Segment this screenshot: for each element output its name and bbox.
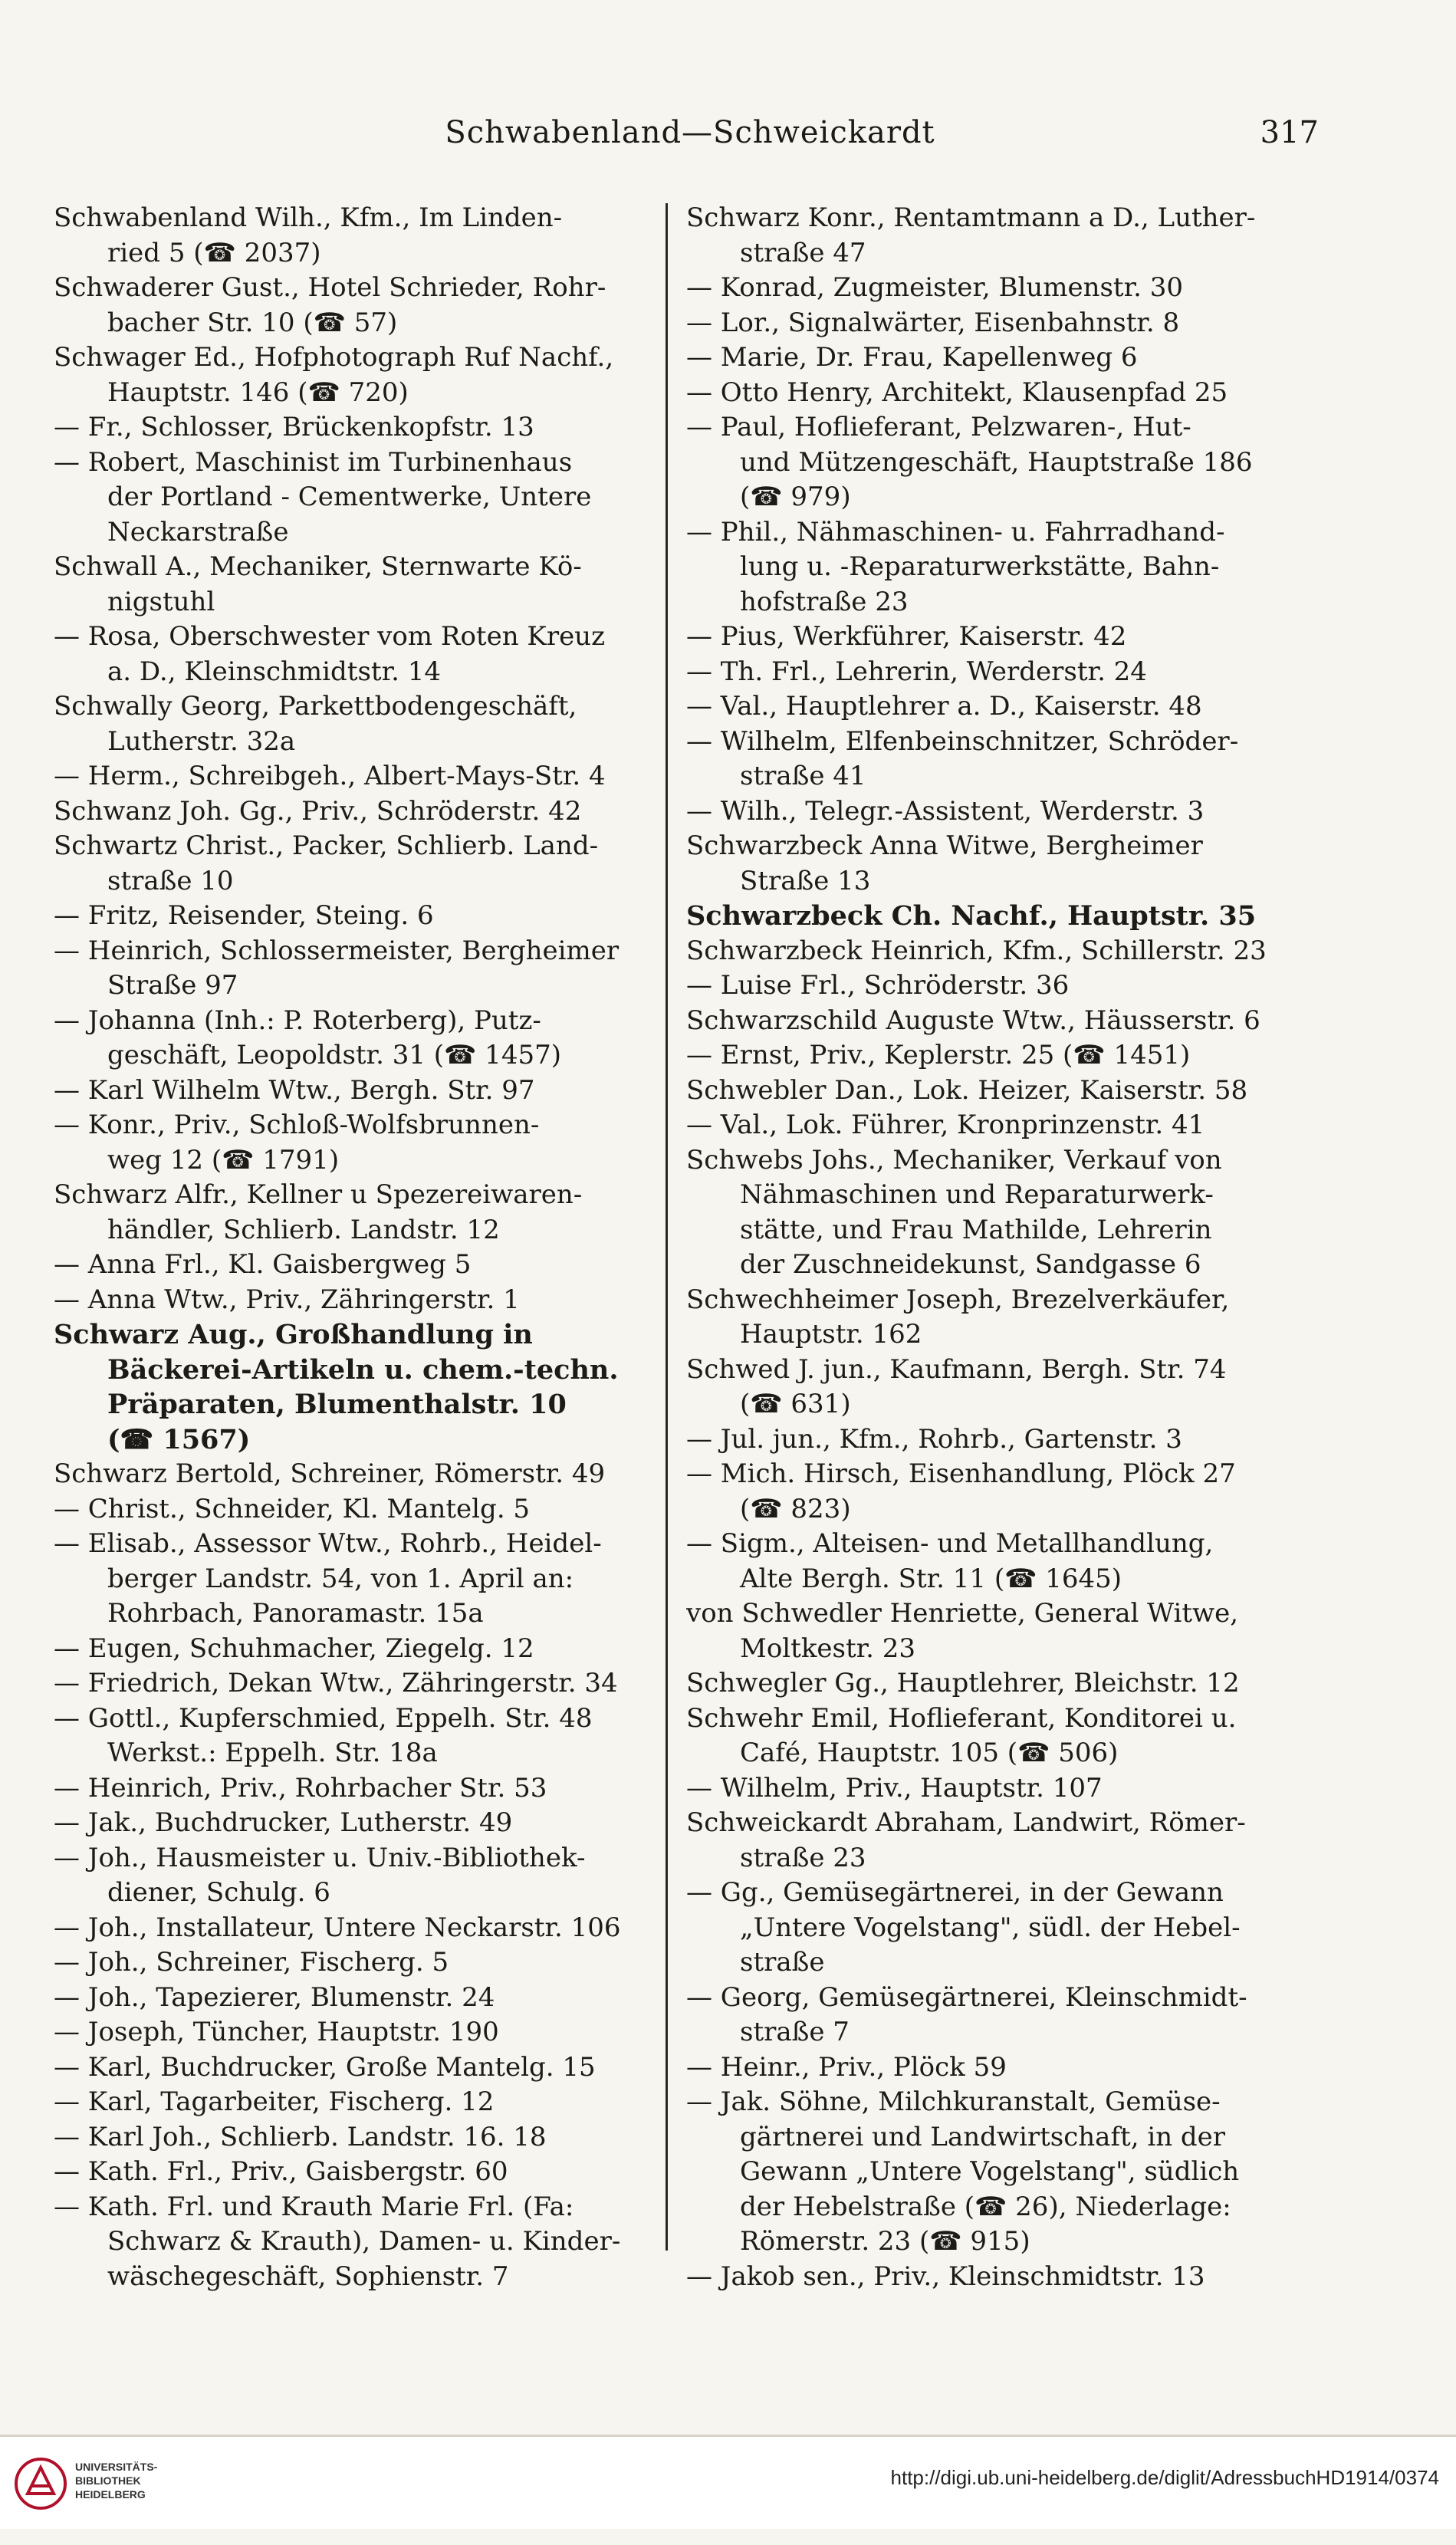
directory-entry [686, 1771, 1280, 1807]
entry-line: — Johanna (Inh.: P. Roterberg), Putz- [54, 1005, 541, 1036]
directory-entry [54, 1771, 648, 1807]
directory-entry [54, 794, 648, 830]
entry-line: — Herm., Schreibgeh., Albert-Mays-Str. 4 [54, 761, 606, 791]
entry-line: — Joh., Tapezierer, Blumenstr. 24 [54, 1981, 495, 2013]
directory-entry [54, 2050, 648, 2086]
directory-entry [686, 1143, 1280, 1283]
entry-line: — Joseph, Tüncher, Hauptstr. 190 [54, 2017, 499, 2047]
directory-entry [686, 1876, 1280, 1981]
directory-entry [54, 1074, 648, 1109]
directory-entry [54, 1004, 648, 1074]
directory-entry [54, 1806, 648, 1841]
page-number: 317 [1260, 115, 1319, 150]
directory-entry [686, 968, 1280, 1004]
entry-line: „Untere Vogelstang", südl. der Hebel- [740, 1912, 1241, 1943]
directory-entry [54, 271, 648, 340]
entry-line: Schweickardt Abraham, Landwirt, Römer- [686, 1807, 1246, 1838]
entry-line: Schwall A., Mechaniker, Sternwarte Kö- [54, 551, 582, 582]
entry-line: Schwechheimer Joseph, Brezelverkäufer, [686, 1284, 1230, 1315]
directory-entry [54, 1492, 648, 1527]
directory-entry [54, 829, 648, 899]
entry-line: — Kath. Frl., Priv., Gaisbergstr. 60 [54, 2156, 508, 2187]
entry-line: ried 5 (☎ 2037) [107, 237, 321, 268]
entry-line: von Schwedler Henriette, General Witwe, [686, 1598, 1239, 1629]
entry-line: Schwally Georg, Parkettbodengeschäft, [54, 691, 577, 722]
directory-entry [686, 1596, 1280, 1666]
directory-entry [54, 934, 648, 1004]
entry-line: — Joh., Schreiner, Fischerg. 5 [54, 1947, 449, 1978]
directory-entry [54, 1981, 648, 2016]
directory-entry [686, 1981, 1280, 2050]
directory-entry [54, 2085, 648, 2120]
entry-line: gärtnerei und Landwirtschaft, in der [740, 2121, 1226, 2152]
entry-line: und Mützengeschäft, Hauptstraße 186 [740, 446, 1253, 478]
entry-line: — Luise Frl., Schröderstr. 36 [686, 970, 1070, 1001]
entry-line: — Jak. Söhne, Milchkuranstalt, Gemüse- [686, 2086, 1221, 2117]
directory-entry [686, 2050, 1280, 2086]
directory-entry [54, 2015, 648, 2050]
entry-line: — Christ., Schneider, Kl. Mantelg. 5 [54, 1493, 531, 1524]
left-column [54, 201, 648, 2294]
directory-entry [686, 689, 1280, 725]
entry-line: (☎ 1567) [107, 1423, 251, 1455]
directory-entry [54, 759, 648, 794]
directory-entry [686, 655, 1280, 690]
directory-entry [686, 899, 1280, 934]
entry-line: bacher Str. 10 (☎ 57) [107, 307, 398, 338]
entry-line: Werkst.: Eppelh. Str. 18a [107, 1738, 438, 1768]
entry-line: — Gottl., Kupferschmied, Eppelh. Str. 48 [54, 1702, 593, 1734]
entry-line: Moltkestr. 23 [740, 1633, 916, 1664]
entry-line: Neckarstraße [107, 516, 289, 547]
entry-line: der Portland - Cementwerke, Untere [107, 482, 592, 512]
directory-entry [54, 1527, 648, 1632]
entry-line: — Jak., Buchdrucker, Lutherstr. 49 [54, 1807, 513, 1838]
footer-bar [0, 2435, 1456, 2529]
directory-entry [686, 1422, 1280, 1458]
entry-line: weg 12 (☎ 1791) [107, 1144, 340, 1176]
library-seal-icon [14, 2457, 67, 2510]
entry-line: — Heinrich, Priv., Rohrbacher Str. 53 [54, 1772, 547, 1804]
entry-line: — Robert, Maschinist im Turbinenhaus [54, 446, 573, 478]
directory-entry [54, 550, 648, 620]
library-name [75, 2460, 157, 2501]
directory-entry [54, 1666, 648, 1702]
directory-entry [54, 340, 648, 410]
directory-entry [686, 1702, 1280, 1771]
directory-entry [686, 306, 1280, 341]
entry-line: — Wilhelm, Elfenbeinschnitzer, Schröder- [686, 725, 1239, 757]
entry-line: Straße 97 [107, 970, 238, 1001]
entry-line: Römerstr. 23 (☎ 915) [740, 2226, 1030, 2257]
entry-line: — Pius, Werkführer, Kaiserstr. 42 [686, 621, 1127, 652]
directory-entry [686, 620, 1280, 655]
entry-line: — Ernst, Priv., Keplerstr. 25 (☎ 1451) [686, 1040, 1191, 1070]
directory-entry [686, 515, 1280, 620]
directory-entry [686, 376, 1280, 411]
entry-line: Schwarzbeck Heinrich, Kfm., Schillerstr. 23 [686, 935, 1267, 966]
column-divider [666, 203, 668, 2251]
directory-entry [54, 1702, 648, 1771]
directory-entry [686, 1806, 1280, 1876]
entry-line: wäschegeschäft, Sophienstr. 7 [107, 2261, 509, 2292]
entry-line: — Konrad, Zugmeister, Blumenstr. 30 [686, 272, 1183, 303]
entry-line: (☎ 979) [740, 482, 851, 512]
entry-line: — Wilh., Telegr.-Assistent, Werderstr. 3 [686, 795, 1205, 827]
entry-line: — Wilhelm, Priv., Hauptstr. 107 [686, 1772, 1103, 1804]
directory-entry [54, 446, 648, 551]
entry-line: Schwebler Dan., Lok. Heizer, Kaiserstr. 58 [686, 1074, 1248, 1106]
entry-line: — Karl, Buchdrucker, Große Mantelg. 15 [54, 2051, 596, 2083]
directory-entry [686, 1038, 1280, 1074]
directory-entry [54, 2120, 648, 2155]
entry-line: — Gg., Gemüsegärtnerei, in der Gewann [686, 1877, 1224, 1908]
directory-entry [54, 1632, 648, 1667]
directory-entry [54, 620, 648, 689]
entry-line: Schwebs Johs., Mechaniker, Verkauf von [686, 1144, 1222, 1176]
entry-line: Café, Hauptstr. 105 (☎ 506) [740, 1738, 1119, 1768]
directory-entry [54, 1945, 648, 1981]
directory-entry [686, 794, 1280, 830]
entry-line: Gewann „Untere Vogelstang", südlich [740, 2156, 1240, 2187]
entry-line: diener, Schulg. 6 [107, 1877, 330, 1908]
entry-line: nigstuhl [107, 586, 215, 617]
entry-line: — Kath. Frl. und Krauth Marie Frl. (Fa: [54, 2191, 574, 2222]
entry-line: a. D., Kleinschmidtstr. 14 [107, 656, 441, 687]
directory-entry [686, 1457, 1280, 1527]
directory-entry [54, 1841, 648, 1911]
entry-line: (☎ 631) [740, 1389, 851, 1419]
entry-line: straße 23 [740, 1842, 866, 1873]
entry-line: Schwartz Christ., Packer, Schlierb. Land- [54, 830, 599, 861]
directory-entry [686, 1283, 1280, 1353]
running-title: Schwabenland—Schweickardt [445, 115, 935, 150]
directory-entry [54, 1108, 648, 1178]
source-url[interactable]: http://digi.ub.uni-heidelberg.de/diglit/AdressbuchHD1914/0374 [890, 2466, 1439, 2489]
directory-entry [686, 271, 1280, 306]
entry-line: — Val., Lok. Führer, Kronprinzenstr. 41 [686, 1110, 1205, 1140]
entry-line: straße 10 [107, 865, 234, 896]
entry-line: Schwarz Bertold, Schreiner, Römerstr. 49 [54, 1458, 606, 1489]
entry-line: — Heinr., Priv., Plöck 59 [686, 2051, 1007, 2083]
entry-line: Rohrbach, Panoramastr. 15a [107, 1598, 484, 1629]
directory-entry [54, 1248, 648, 1283]
entry-line: — Fr., Schlosser, Brückenkopfstr. 13 [54, 412, 534, 442]
directory-entry [54, 2155, 648, 2190]
entry-line: — Anna Frl., Kl. Gaisbergweg 5 [54, 1249, 472, 1280]
entry-line: — Rosa, Oberschwester vom Roten Kreuz [54, 621, 605, 652]
directory-entry [686, 934, 1280, 969]
right-column [686, 201, 1280, 2294]
entry-line: Alte Bergh. Str. 11 (☎ 1645) [740, 1563, 1122, 1594]
entry-line: Schwarz Aug., Großhandlung in [54, 1319, 533, 1350]
directory-entry [54, 410, 648, 446]
entry-line: — Mich. Hirsch, Eisenhandlung, Plöck 27 [686, 1458, 1236, 1489]
entry-line: Schwarz Alfr., Kellner u Spezereiwaren- [54, 1179, 583, 1210]
entry-line: Präparaten, Blumenthalstr. 10 [107, 1389, 567, 1420]
entry-line: straße [740, 1947, 825, 1978]
entry-line: Lutherstr. 32a [107, 725, 296, 757]
directory-entry [54, 1283, 648, 1318]
entry-line: — Konr., Priv., Schloß-Wolfsbrunnen- [54, 1110, 540, 1140]
entry-line: händler, Schlierb. Landstr. 12 [107, 1214, 500, 1245]
entry-line: (☎ 823) [740, 1493, 851, 1524]
directory-entry [686, 829, 1280, 899]
page-header [61, 115, 1319, 161]
entry-line: — Val., Hauptlehrer a. D., Kaiserstr. 48 [686, 691, 1202, 722]
directory-entry [54, 1457, 648, 1492]
entry-line: — Friedrich, Dekan Wtw., Zähringerstr. 34 [54, 1668, 618, 1698]
directory-entry [54, 2190, 648, 2295]
entry-line: Nähmaschinen und Reparaturwerk- [740, 1179, 1214, 1210]
entry-line: lung u. -Reparaturwerkstätte, Bahn- [740, 551, 1220, 582]
entry-line: — Karl, Tagarbeiter, Fischerg. 12 [54, 2086, 495, 2117]
entry-line: — Eugen, Schuhmacher, Ziegelg. 12 [54, 1633, 534, 1664]
directory-entry [54, 689, 648, 759]
entry-line: — Joh., Installateur, Untere Neckarstr. 106 [54, 1912, 621, 1943]
entry-line: — Paul, Hoflieferant, Pelzwaren-, Hut- [686, 412, 1191, 442]
entry-line: der Zuschneidekunst, Sandgasse 6 [740, 1249, 1201, 1280]
entry-line: — Phil., Nähmaschinen- u. Fahrradhand- [686, 516, 1225, 547]
entry-line: — Karl Joh., Schlierb. Landstr. 16. 18 [54, 2121, 547, 2152]
entry-line: — Lor., Signalwärter, Eisenbahnstr. 8 [686, 307, 1180, 338]
entry-line: Schwarzschild Auguste Wtw., Häusserstr. 6 [686, 1005, 1260, 1036]
entry-line: — Karl Wilhelm Wtw., Bergh. Str. 97 [54, 1074, 535, 1106]
library-name-line: BIBLIOTHEK [75, 2474, 141, 2487]
entry-line: Schwaderer Gust., Hotel Schrieder, Rohr- [54, 272, 606, 303]
entry-line: geschäft, Leopoldstr. 31 (☎ 1457) [107, 1040, 561, 1070]
entry-line: — Otto Henry, Architekt, Klausenpfad 25 [686, 376, 1228, 408]
directory-entry [686, 1353, 1280, 1422]
directory-entry [686, 1666, 1280, 1702]
entry-line: straße 47 [740, 237, 866, 268]
entry-line: Schwed J. jun., Kaufmann, Bergh. Str. 74 [686, 1353, 1227, 1385]
entry-line: straße 7 [740, 2017, 850, 2047]
library-name-line: HEIDELBERG [75, 2488, 146, 2501]
entry-line: Schwager Ed., Hofphotograph Ruf Nachf., [54, 342, 614, 373]
entry-line: hofstraße 23 [740, 586, 909, 617]
library-name-line: UNIVERSITÄTS- [75, 2461, 158, 2473]
directory-entry [686, 1004, 1280, 1039]
directory-entry [54, 1317, 648, 1457]
entry-line: — Marie, Dr. Frau, Kapellenweg 6 [686, 342, 1138, 373]
directory-entry [54, 899, 648, 934]
directory-entry [686, 201, 1280, 271]
entry-line: der Hebelstraße (☎ 26), Niederlage: [740, 2191, 1231, 2222]
directory-entry [54, 1178, 648, 1248]
entry-line: Schwanz Joh. Gg., Priv., Schröderstr. 42 [54, 795, 582, 827]
directory-entry [686, 1527, 1280, 1596]
entry-line: Schwegler Gg., Hauptlehrer, Bleichstr. 12 [686, 1668, 1240, 1698]
entry-line: stätte, und Frau Mathilde, Lehrerin [740, 1214, 1212, 1245]
directory-entry [686, 1074, 1280, 1109]
entry-line: — Th. Frl., Lehrerin, Werderstr. 24 [686, 656, 1147, 687]
entry-line: Hauptstr. 146 (☎ 720) [107, 376, 409, 408]
directory-entry [686, 410, 1280, 515]
entry-line: — Elisab., Assessor Wtw., Rohrb., Heidel- [54, 1528, 602, 1559]
entry-line: Schwarzbeck Ch. Nachf., Hauptstr. 35 [686, 900, 1257, 932]
directory-entry [686, 340, 1280, 376]
entry-line: — Joh., Hausmeister u. Univ.-Bibliothek- [54, 1842, 586, 1873]
entry-line: — Heinrich, Schlossermeister, Bergheimer [54, 935, 620, 966]
entry-line: — Jakob sen., Priv., Kleinschmidtstr. 13 [686, 2261, 1205, 2292]
directory-entry [686, 725, 1280, 794]
entry-line: Schwehr Emil, Hoflieferant, Konditorei u. [686, 1702, 1237, 1734]
entry-line: straße 41 [740, 761, 866, 791]
entry-line: Straße 13 [740, 865, 871, 896]
entry-line: — Fritz, Reisender, Steing. 6 [54, 900, 434, 931]
entry-line: Schwarzbeck Anna Witwe, Bergheimer [686, 830, 1203, 861]
entry-line: Schwarz & Krauth), Damen- u. Kinder- [107, 2226, 621, 2257]
entry-line: — Sigm., Alteisen- und Metallhandlung, [686, 1528, 1214, 1559]
entry-line: — Georg, Gemüsegärtnerei, Kleinschmidt- [686, 1981, 1247, 2013]
entry-line: Hauptstr. 162 [740, 1319, 922, 1350]
directory-entry [54, 1911, 648, 1946]
entry-line: — Anna Wtw., Priv., Zähringerstr. 1 [54, 1284, 520, 1315]
directory-entry [54, 201, 648, 271]
directory-entry [686, 2085, 1280, 2260]
entry-line: berger Landstr. 54, von 1. April an: [107, 1563, 574, 1594]
entry-line: Schwarz Konr., Rentamtmann a D., Luther- [686, 202, 1256, 233]
entry-line: Schwabenland Wilh., Kfm., Im Linden- [54, 202, 563, 233]
entry-line: Bäckerei-Artikeln u. chem.-techn. [107, 1353, 619, 1386]
entry-line: — Jul. jun., Kfm., Rohrb., Gartenstr. 3 [686, 1423, 1182, 1455]
directory-entry [686, 2260, 1280, 2295]
directory-entry [686, 1108, 1280, 1143]
